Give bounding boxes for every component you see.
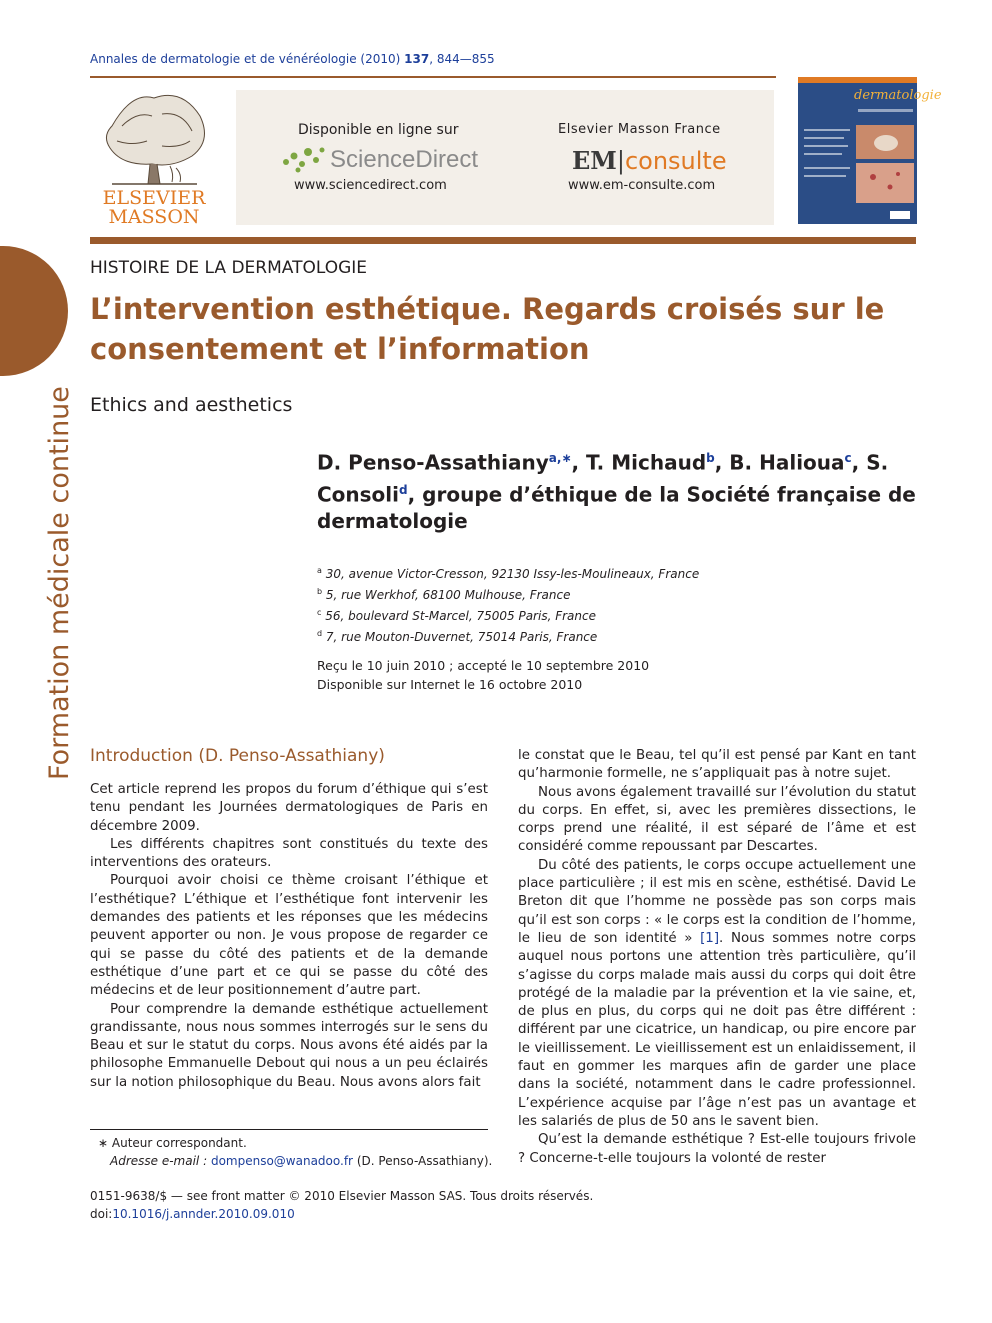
emconsulte-url[interactable]: www.em-consulte.com	[568, 178, 716, 193]
paragraph: Qu’est la demande esthétique ? Est-elle toujours frivole ? Concerne-t-elle toujours la volonté de rester	[518, 1132, 916, 1166]
author-4: , S. Consoli	[317, 450, 889, 507]
paragraph: le constat que le Beau, tel qu’il est pensé par Kant en tant qu’harmonie formelle, ne s’appliquait pas à notre sujet.	[518, 748, 916, 782]
author-3-affiliation[interactable]: c	[844, 451, 852, 465]
paragraph: Pour comprendre la demande esthétique actuellement grandissante, nous nous sommes interrogés sur le sens du Beau et sur le statut du corps. Nous avons été aidés par la philosophe Emmanuelle Debout qui nous a un peu éclairés sur la notion philosophique du Beau. Nous avons alors fait	[90, 1001, 488, 1090]
affiliation-key: a	[317, 566, 322, 575]
side-section-label: Formation médicale continue	[44, 386, 75, 780]
logo-line-1: ELSEVIER	[102, 187, 206, 209]
sciencedirect-url[interactable]: www.sciencedirect.com	[294, 178, 447, 193]
doi-link[interactable]: 10.1016/j.annder.2010.09.010	[112, 1207, 295, 1221]
author-1-affiliation[interactable]: a,∗	[548, 451, 572, 465]
header-rule	[90, 76, 776, 78]
author-list	[317, 445, 917, 535]
author-4-affiliation[interactable]: d	[399, 482, 408, 497]
affiliation-item	[317, 583, 699, 604]
paragraph: Nous avons également travaillé sur l’évolution du statut du corps. En effet, si, avec les premières dissections, le corps prend une réalité, il est séparé de l’âme et est considéré comme repoussant par Descartes.	[518, 784, 916, 855]
elsevier-tree-icon	[92, 86, 217, 226]
journal-cover[interactable]	[798, 77, 942, 224]
issn-line: 0151-9638/$ — see front matter © 2010 Elsevier Masson SAS. Tous droits réservés.	[90, 1189, 594, 1203]
emconsulte-caption: Elsevier Masson France	[558, 122, 721, 137]
author-2-affiliation[interactable]: b	[706, 451, 715, 465]
availability-banner	[236, 90, 774, 225]
journal-name: Annales de dermatologie et de vénéréologie (2010)	[90, 52, 401, 66]
paragraph: Les différents chapitres sont constitués du texte des interventions des orateurs.	[90, 836, 488, 871]
affiliation-list	[317, 562, 699, 646]
cover-title: dermatologie	[854, 88, 942, 103]
footnote-rule	[90, 1129, 488, 1130]
side-tab-marker	[0, 246, 68, 376]
affiliation-text: 7, rue Mouton-Duvernet, 75014 Paris, France	[325, 630, 598, 644]
received-date: Reçu le 10 juin 2010 ; accepté le 10 septembre 2010	[317, 658, 650, 673]
sciencedirect-leaves-icon	[283, 148, 325, 173]
email-owner: (D. Penso-Assathiany).	[356, 1154, 493, 1168]
paragraph: Cet article reprend les propos du forum d’éthique qui s’est tenu pendant les Journées dermatologiques de Paris en décembre 2009.	[90, 782, 488, 834]
author-3: , B. Halioua	[714, 450, 845, 475]
sciencedirect-caption: Disponible en ligne sur	[298, 122, 459, 138]
section-label: HISTOIRE DE LA DERMATOLOGIE	[90, 258, 368, 278]
journal-reference[interactable]	[90, 52, 495, 66]
author-1: D. Penso-Assathiany	[317, 450, 549, 475]
elsevier-masson-logo	[92, 86, 217, 226]
sciencedirect-wordmark: ScienceDirect	[330, 146, 479, 173]
journal-pages: , 844—855	[429, 52, 495, 66]
email-link[interactable]: dompenso@wanadoo.fr	[210, 1154, 353, 1168]
affiliation-key: d	[317, 629, 323, 638]
paragraph-text: Du côté des patients, le corps occupe actuellement une place particulière ; il est mis en scène, esthétisé. David Le Breton dit que l’homme ne possède pas son corps mais qu’il est son corps : « le corps est la condition de l’homme, le lieu de son identité »	[518, 857, 916, 946]
right-column	[518, 747, 916, 1168]
emconsulte-logo[interactable]: EM|consulte	[572, 146, 727, 175]
article-title: L’intervention esthétique. Regards croisés sur le consentement et l’information	[90, 292, 885, 366]
doi-label: doi:	[90, 1207, 113, 1221]
em-wordmark: EM	[572, 146, 617, 175]
online-date: Disponible sur Internet le 16 octobre 2010	[317, 677, 583, 692]
header-bottom-bar	[90, 237, 916, 244]
paragraph	[518, 857, 916, 1131]
affiliation-key: c	[317, 608, 322, 617]
cover-image	[798, 77, 942, 224]
paragraph-text: . Nous sommes notre corps auquel nous portons une attention très particulière, qu’il s’agisse du corps malade mais aussi du corps qui doit être protégé de la maladie par la prévention et la vie saine, et, de plus en plus, du corps qui ne doit pas être différent : différent par une cicatrice, un handicap, ou pire encore par le vieillissement. Le vieillissement est un enlaidissement, il faut en gommer les marques afin de garder une place dans la société, notamment dans le cadre professionnel. L’expérience acquise par l’âge n’est pas un avantage et les salariés de plus de 50 ans le savent bien.	[518, 930, 917, 1129]
sciencedirect-logo[interactable]	[278, 140, 478, 176]
footnote-marker: ∗	[98, 1136, 109, 1150]
copyright-footer	[90, 1187, 593, 1223]
author-group: , groupe d’éthique de la Société française de dermatologie	[317, 482, 916, 534]
affiliation-text: 30, avenue Victor-Cresson, 92130 Issy-les-Moulineaux, France	[325, 567, 700, 581]
journal-volume: 137	[404, 52, 430, 66]
citation-link[interactable]: [1]	[700, 930, 720, 946]
email-label: Adresse e-mail :	[110, 1154, 208, 1168]
introduction-heading: Introduction (D. Penso-Assathiany)	[90, 746, 385, 766]
paragraph: Pourquoi avoir choisi ce thème croisant l’éthique et l’esthétique? L’éthique et l’esthétique font intervenir les demandes des patients et les réponses que les médecins peuvent apporter ou non. Je vous propose de regarder ce qui se passe du côté des patients et de la demande esthétique d’une part et ce qui se passe du côté des médecins et de leur positionnement d’autre part.	[90, 873, 488, 999]
affiliation-item	[317, 562, 699, 583]
consulte-wordmark: consulte	[624, 147, 727, 175]
article-subtitle: Ethics and aesthetics	[90, 394, 293, 416]
author-2: , T. Michaud	[571, 450, 707, 475]
corresponding-author-footnote	[98, 1134, 492, 1170]
affiliation-item	[317, 604, 699, 625]
left-column	[90, 781, 488, 1092]
article-dates	[317, 656, 649, 694]
footnote-label: Auteur correspondant.	[111, 1136, 247, 1150]
affiliation-item	[317, 625, 699, 646]
affiliation-text: 5, rue Werkhof, 68100 Mulhouse, France	[325, 588, 571, 602]
affiliation-key: b	[317, 587, 323, 596]
affiliation-text: 56, boulevard St-Marcel, 75005 Paris, France	[325, 609, 596, 623]
logo-line-2: MASSON	[108, 206, 200, 228]
